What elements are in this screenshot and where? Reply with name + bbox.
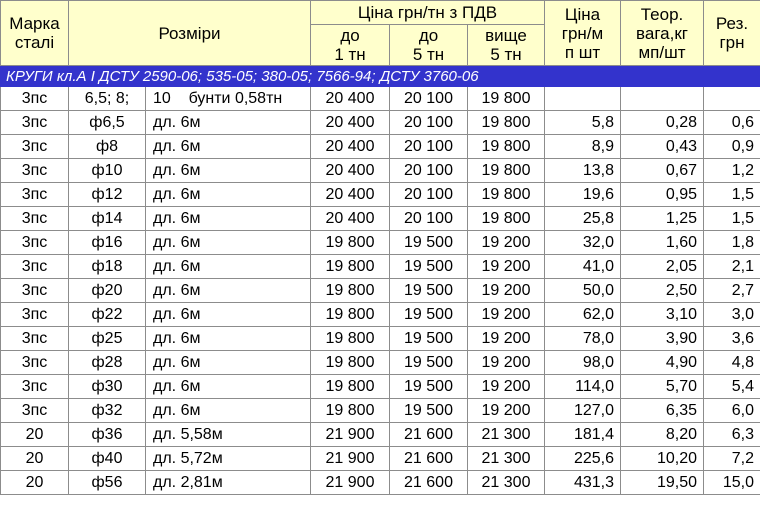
cell-weight: 3,90 — [621, 327, 704, 351]
cell-grade: 3пс — [1, 399, 69, 423]
header-weight: Теор. вага,кг мп/шт — [621, 1, 704, 66]
cell-price-5t: 19 500 — [390, 351, 468, 375]
cell-price-over5t: 19 200 — [468, 375, 545, 399]
cell-unit-price — [545, 87, 621, 111]
cell-weight: 2,50 — [621, 279, 704, 303]
cell-price-5t: 19 500 — [390, 303, 468, 327]
cell-price-5t: 19 500 — [390, 231, 468, 255]
cell-diameter: ф8 — [95, 137, 119, 155]
cell-price-1t: 20 400 — [311, 111, 390, 135]
cell-price-1t: 19 800 — [311, 351, 390, 375]
cell-weight: 0,28 — [621, 111, 704, 135]
cell-grade: 3пс — [1, 375, 69, 399]
cell-grade: 3пс — [1, 303, 69, 327]
table-row — [1, 255, 760, 279]
cell-cut — [704, 87, 760, 111]
cell-price-5t: 19 500 — [390, 255, 468, 279]
cell-cut: 1,8 — [704, 231, 760, 255]
cell-price-1t: 19 800 — [311, 303, 390, 327]
cell-sizes — [69, 183, 311, 207]
cell-weight: 10,20 — [621, 447, 704, 471]
cell-grade: 3пс — [1, 351, 69, 375]
section-title: КРУГИ кл.А І ДСТУ 2590-06; 535-05; 380-05; 7566-94; ДСТУ 3760-06 — [1, 66, 760, 87]
table-row — [1, 279, 760, 303]
cell-sizes — [69, 231, 311, 255]
cell-weight: 0,43 — [621, 135, 704, 159]
cell-grade: 3пс — [1, 207, 69, 231]
cell-length: дл. 2,81м — [153, 473, 223, 491]
cell-weight: 0,67 — [621, 159, 704, 183]
cell-weight: 1,60 — [621, 231, 704, 255]
cell-cut: 2,7 — [704, 279, 760, 303]
cell-length: 10 бунти 0,58тн — [153, 89, 283, 107]
header-cut: Рез. грн — [704, 1, 760, 66]
cell-length: дл. 6м — [153, 113, 201, 131]
cell-price-5t: 20 100 — [390, 111, 468, 135]
cell-unit-price: 50,0 — [545, 279, 621, 303]
cell-sizes — [69, 303, 311, 327]
cell-unit-price: 98,0 — [545, 351, 621, 375]
cell-sizes — [69, 111, 311, 135]
cell-price-1t: 19 800 — [311, 399, 390, 423]
cell-price-over5t: 19 200 — [468, 231, 545, 255]
cell-price-over5t: 19 800 — [468, 207, 545, 231]
cell-unit-price: 19,6 — [545, 183, 621, 207]
cell-cut: 6,3 — [704, 423, 760, 447]
table-row — [1, 111, 760, 135]
cell-cut: 2,1 — [704, 255, 760, 279]
cell-diameter: ф18 — [91, 257, 123, 275]
cell-cut: 3,6 — [704, 327, 760, 351]
header-unit-price: Ціна грн/м п шт — [545, 1, 621, 66]
cell-sizes — [69, 471, 311, 495]
header-price-5t: до 5 тн — [390, 25, 468, 66]
cell-grade: 3пс — [1, 255, 69, 279]
cell-price-1t: 19 800 — [311, 327, 390, 351]
cell-price-over5t: 19 800 — [468, 159, 545, 183]
cell-unit-price: 62,0 — [545, 303, 621, 327]
cell-cut: 15,0 — [704, 471, 760, 495]
cell-price-over5t: 21 300 — [468, 423, 545, 447]
cell-unit-price: 8,9 — [545, 135, 621, 159]
cell-sizes — [69, 159, 311, 183]
cell-length: дл. 6м — [153, 233, 201, 251]
cell-price-1t: 19 800 — [311, 255, 390, 279]
cell-grade: 3пс — [1, 159, 69, 183]
cell-length: дл. 6м — [153, 185, 201, 203]
cell-price-5t: 20 100 — [390, 135, 468, 159]
cell-price-1t: 20 400 — [311, 183, 390, 207]
cell-unit-price: 431,3 — [545, 471, 621, 495]
cell-cut: 3,0 — [704, 303, 760, 327]
cell-length: дл. 6м — [153, 401, 201, 419]
cell-length: дл. 5,72м — [153, 449, 223, 467]
cell-length: дл. 6м — [153, 281, 201, 299]
cell-diameter: 6,5; 8; — [84, 89, 130, 107]
cell-weight: 0,95 — [621, 183, 704, 207]
cell-length: дл. 6м — [153, 353, 201, 371]
cell-unit-price: 114,0 — [545, 375, 621, 399]
cell-weight: 8,20 — [621, 423, 704, 447]
cell-sizes — [69, 399, 311, 423]
cell-length: дл. 6м — [153, 329, 201, 347]
cell-length: дл. 6м — [153, 161, 201, 179]
cell-grade: 3пс — [1, 279, 69, 303]
cell-weight: 19,50 — [621, 471, 704, 495]
cell-price-1t: 21 900 — [311, 447, 390, 471]
cell-length: дл. 5,58м — [153, 425, 223, 443]
table-row — [1, 423, 760, 447]
table-row — [1, 159, 760, 183]
cell-sizes — [69, 375, 311, 399]
table-row — [1, 399, 760, 423]
cell-cut: 6,0 — [704, 399, 760, 423]
cell-unit-price: 225,6 — [545, 447, 621, 471]
header-grade: Марка сталі — [1, 1, 69, 66]
cell-weight: 3,10 — [621, 303, 704, 327]
header-price-1t: до 1 тн — [311, 25, 390, 66]
cell-cut: 0,6 — [704, 111, 760, 135]
cell-grade: 3пс — [1, 183, 69, 207]
cell-price-over5t: 19 800 — [468, 135, 545, 159]
cell-weight: 5,70 — [621, 375, 704, 399]
cell-price-over5t: 21 300 — [468, 447, 545, 471]
cell-weight: 6,35 — [621, 399, 704, 423]
cell-sizes — [69, 351, 311, 375]
cell-price-1t: 20 400 — [311, 135, 390, 159]
cell-diameter: ф14 — [91, 209, 123, 227]
cell-price-1t: 20 400 — [311, 159, 390, 183]
cell-price-5t: 20 100 — [390, 159, 468, 183]
cell-length: дл. 6м — [153, 257, 201, 275]
cell-price-over5t: 19 200 — [468, 303, 545, 327]
cell-unit-price: 78,0 — [545, 327, 621, 351]
cell-cut: 4,8 — [704, 351, 760, 375]
cell-diameter: ф22 — [91, 305, 123, 323]
cell-diameter: ф6,5 — [89, 113, 125, 131]
cell-sizes — [69, 87, 311, 111]
cell-unit-price: 13,8 — [545, 159, 621, 183]
cell-sizes — [69, 255, 311, 279]
cell-price-5t: 20 100 — [390, 207, 468, 231]
cell-sizes — [69, 279, 311, 303]
header-sizes: Розміри — [69, 1, 311, 66]
cell-price-5t: 21 600 — [390, 447, 468, 471]
cell-price-1t: 20 400 — [311, 207, 390, 231]
cell-cut: 1,5 — [704, 207, 760, 231]
cell-diameter: ф10 — [91, 161, 123, 179]
cell-diameter: ф40 — [91, 449, 123, 467]
cell-price-over5t: 19 200 — [468, 327, 545, 351]
cell-price-5t: 20 100 — [390, 87, 468, 111]
cell-cut: 0,9 — [704, 135, 760, 159]
cell-diameter: ф16 — [91, 233, 123, 251]
cell-weight — [621, 87, 704, 111]
cell-price-5t: 21 600 — [390, 423, 468, 447]
table-row — [1, 375, 760, 399]
cell-price-1t: 21 900 — [311, 471, 390, 495]
cell-length: дл. 6м — [153, 377, 201, 395]
cell-length: дл. 6м — [153, 305, 201, 323]
cell-price-5t: 19 500 — [390, 375, 468, 399]
cell-price-over5t: 19 800 — [468, 111, 545, 135]
cell-price-1t: 19 800 — [311, 279, 390, 303]
cell-unit-price: 32,0 — [545, 231, 621, 255]
cell-price-5t: 21 600 — [390, 471, 468, 495]
table-row — [1, 207, 760, 231]
cell-price-1t: 21 900 — [311, 423, 390, 447]
cell-weight: 4,90 — [621, 351, 704, 375]
cell-price-over5t: 19 800 — [468, 183, 545, 207]
table-row — [1, 183, 760, 207]
cell-price-1t: 20 400 — [311, 87, 390, 111]
cell-cut: 1,5 — [704, 183, 760, 207]
cell-diameter: ф12 — [91, 185, 123, 203]
cell-sizes — [69, 135, 311, 159]
table-row — [1, 471, 760, 495]
cell-grade: 20 — [1, 423, 69, 447]
cell-price-over5t: 19 800 — [468, 87, 545, 111]
cell-unit-price: 5,8 — [545, 111, 621, 135]
cell-price-over5t: 19 200 — [468, 399, 545, 423]
cell-weight: 1,25 — [621, 207, 704, 231]
cell-unit-price: 25,8 — [545, 207, 621, 231]
cell-length: дл. 6м — [153, 209, 201, 227]
cell-price-over5t: 19 200 — [468, 351, 545, 375]
cell-cut: 5,4 — [704, 375, 760, 399]
cell-grade: 3пс — [1, 111, 69, 135]
table-row — [1, 351, 760, 375]
cell-grade: 3пс — [1, 327, 69, 351]
cell-diameter: ф20 — [91, 281, 123, 299]
cell-diameter: ф32 — [91, 401, 123, 419]
cell-sizes — [69, 327, 311, 351]
cell-price-5t: 19 500 — [390, 399, 468, 423]
cell-diameter: ф28 — [91, 353, 123, 371]
cell-unit-price: 127,0 — [545, 399, 621, 423]
cell-grade: 3пс — [1, 135, 69, 159]
cell-price-1t: 19 800 — [311, 375, 390, 399]
table-row — [1, 303, 760, 327]
cell-diameter: ф25 — [91, 329, 123, 347]
table-row — [1, 87, 760, 111]
table-row — [1, 135, 760, 159]
header-price-group: Ціна грн/тн з ПДВ — [311, 1, 545, 25]
cell-price-5t: 19 500 — [390, 327, 468, 351]
table-row — [1, 231, 760, 255]
cell-price-over5t: 19 200 — [468, 279, 545, 303]
cell-unit-price: 41,0 — [545, 255, 621, 279]
cell-diameter: ф30 — [91, 377, 123, 395]
cell-weight: 2,05 — [621, 255, 704, 279]
cell-grade: 3пс — [1, 87, 69, 111]
cell-grade: 20 — [1, 471, 69, 495]
cell-sizes — [69, 423, 311, 447]
cell-grade: 3пс — [1, 231, 69, 255]
cell-diameter: ф36 — [91, 425, 123, 443]
cell-price-over5t: 19 200 — [468, 255, 545, 279]
cell-unit-price: 181,4 — [545, 423, 621, 447]
table-row — [1, 327, 760, 351]
cell-cut: 7,2 — [704, 447, 760, 471]
header-price-over5t: вище 5 тн — [468, 25, 545, 66]
cell-diameter: ф56 — [91, 473, 123, 491]
table-row — [1, 447, 760, 471]
cell-sizes — [69, 207, 311, 231]
cell-price-5t: 19 500 — [390, 279, 468, 303]
cell-price-over5t: 21 300 — [468, 471, 545, 495]
cell-price-1t: 19 800 — [311, 231, 390, 255]
cell-price-5t: 20 100 — [390, 183, 468, 207]
cell-sizes — [69, 447, 311, 471]
cell-cut: 1,2 — [704, 159, 760, 183]
cell-length: дл. 6м — [153, 137, 201, 155]
cell-grade: 20 — [1, 447, 69, 471]
